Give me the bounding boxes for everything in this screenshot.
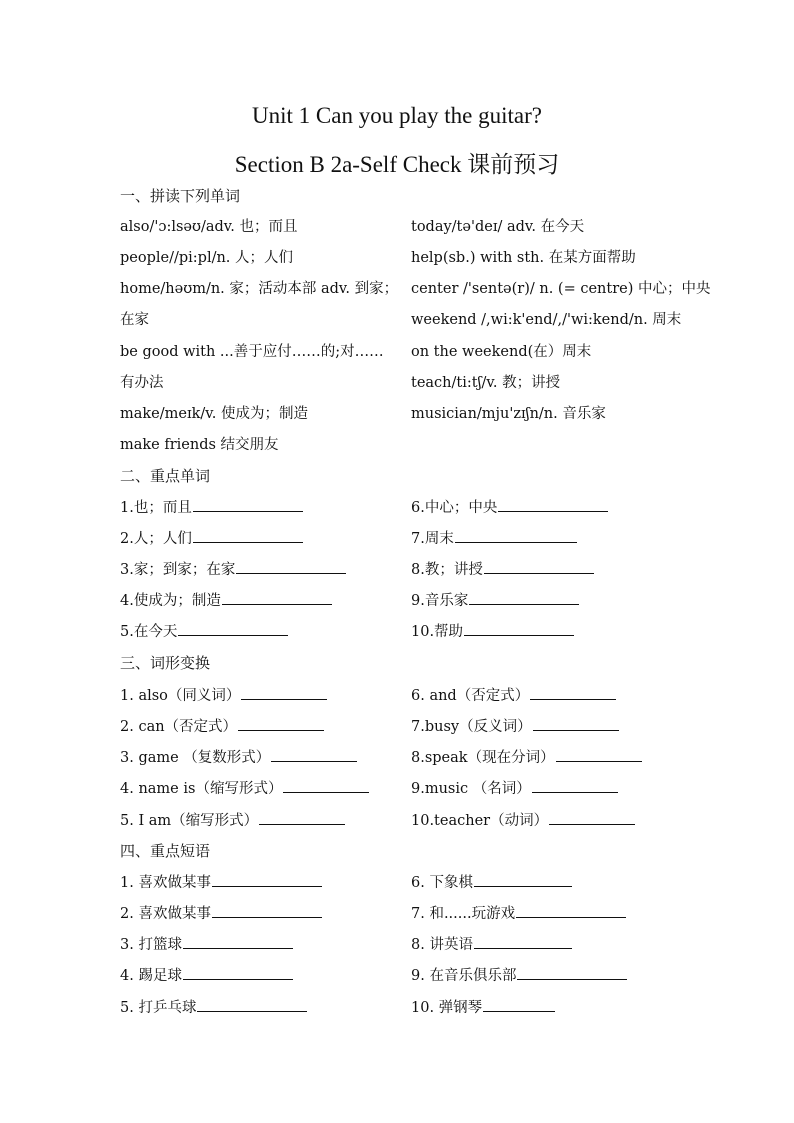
fill-in-item <box>120 903 322 924</box>
fill-in-item <box>411 903 626 924</box>
item-prompt: 2. can（否定式） <box>120 719 238 735</box>
answer-blank[interactable] <box>183 934 293 949</box>
fill-in-item <box>411 965 627 986</box>
fill-in-item <box>120 497 303 518</box>
vocab-item: today/tə'deɪ/ adv. 在今天 <box>411 219 585 235</box>
item-prompt: 5. I am（缩写形式） <box>120 813 259 829</box>
vocab-item: also/'ɔ:lsəʊ/adv. 也；而且 <box>120 219 298 235</box>
fill-in-item <box>411 716 619 737</box>
item-prompt: 3.家；到家；在家 <box>120 562 236 578</box>
item-prompt: 9. 在音乐俱乐部 <box>411 968 517 984</box>
vocab-item: home/həʊm/n. 家；活动本部 adv. 到家； <box>120 281 399 297</box>
section-heading-4: 四、重点短语 <box>120 842 211 860</box>
item-prompt: 10.teacher（动词） <box>411 813 549 829</box>
item-prompt: 5. 打乒乓球 <box>120 1000 197 1016</box>
vocab-item: teach/ti:tʃ/v. 教；讲授 <box>411 375 561 391</box>
answer-blank[interactable] <box>238 716 324 731</box>
vocab-item: help(sb.) with sth. 在某方面帮助 <box>411 250 636 266</box>
answer-blank[interactable] <box>259 810 345 825</box>
item-prompt: 1.也；而且 <box>120 500 192 516</box>
item-prompt: 7.busy（反义词） <box>411 719 532 735</box>
item-prompt: 6. and（否定式） <box>411 688 530 704</box>
item-prompt: 6.中心；中央 <box>411 500 498 516</box>
item-prompt: 7.周末 <box>411 531 454 547</box>
answer-blank[interactable] <box>469 590 579 605</box>
fill-in-item <box>120 778 369 799</box>
fill-in-item <box>120 716 324 737</box>
vocab-item: musician/mju'zɪʃn/n. 音乐家 <box>411 406 606 422</box>
answer-blank[interactable] <box>271 747 357 762</box>
answer-blank[interactable] <box>222 590 332 605</box>
fill-in-item <box>411 559 594 580</box>
item-prompt: 8.教；讲授 <box>411 562 483 578</box>
answer-blank[interactable] <box>530 685 616 700</box>
vocab-item: make friends 结交朋友 <box>120 437 279 453</box>
vocab-item: 在家 <box>120 312 149 328</box>
fill-in-item <box>411 934 572 955</box>
answer-blank[interactable] <box>532 778 618 793</box>
item-prompt: 2. 喜欢做某事 <box>120 906 211 922</box>
fill-in-item <box>411 810 635 831</box>
answer-blank[interactable] <box>193 497 303 512</box>
item-prompt: 4. name is（缩写形式） <box>120 781 283 797</box>
fill-in-item <box>411 872 572 893</box>
fill-in-item <box>120 559 346 580</box>
fill-in-item <box>411 590 579 611</box>
vocab-item: make/meɪk/v. 使成为；制造 <box>120 406 308 422</box>
answer-blank[interactable] <box>212 903 322 918</box>
answer-blank[interactable] <box>517 965 627 980</box>
item-prompt: 1. also（同义词） <box>120 688 241 704</box>
fill-in-item <box>120 590 332 611</box>
fill-in-item <box>411 528 577 549</box>
page-subtitle: Section B 2a-Self Check 课前预习 <box>234 152 560 177</box>
item-prompt: 3. 打篮球 <box>120 937 182 953</box>
item-prompt: 10. 弹钢琴 <box>411 1000 483 1016</box>
fill-in-item <box>120 872 322 893</box>
fill-in-item <box>120 685 327 706</box>
answer-blank[interactable] <box>178 621 288 636</box>
answer-blank[interactable] <box>549 810 635 825</box>
fill-in-item <box>120 747 357 768</box>
item-prompt: 4. 踢足球 <box>120 968 182 984</box>
item-prompt: 9.音乐家 <box>411 593 469 609</box>
fill-in-item <box>120 810 345 831</box>
answer-blank[interactable] <box>183 965 293 980</box>
item-prompt: 2.人；人们 <box>120 531 192 547</box>
answer-blank[interactable] <box>193 528 303 543</box>
fill-in-item <box>120 997 307 1018</box>
fill-in-item <box>411 747 642 768</box>
answer-blank[interactable] <box>474 934 572 949</box>
answer-blank[interactable] <box>484 559 594 574</box>
answer-blank[interactable] <box>197 997 307 1012</box>
item-prompt: 9.music （名词） <box>411 781 531 797</box>
item-prompt: 5.在今天 <box>120 624 178 640</box>
page-title: Unit 1 Can you play the guitar? <box>252 103 542 128</box>
section-heading-3: 三、词形变换 <box>120 654 211 672</box>
answer-blank[interactable] <box>474 872 572 887</box>
vocab-item: be good with ...善于应付……的;对…… <box>120 344 384 360</box>
fill-in-item <box>120 934 293 955</box>
item-prompt: 7. 和......玩游戏 <box>411 906 516 922</box>
section-heading-1: 一、拼读下列单词 <box>120 187 241 205</box>
vocab-item: weekend /,wi:k'end/,/'wi:kend/n. 周末 <box>411 312 682 328</box>
answer-blank[interactable] <box>212 872 322 887</box>
answer-blank[interactable] <box>498 497 608 512</box>
answer-blank[interactable] <box>516 903 626 918</box>
answer-blank[interactable] <box>533 716 619 731</box>
fill-in-item <box>411 685 616 706</box>
fill-in-item <box>411 497 608 518</box>
fill-in-item <box>411 621 574 642</box>
item-prompt: 10.帮助 <box>411 624 464 640</box>
fill-in-item <box>411 997 555 1018</box>
answer-blank[interactable] <box>464 621 574 636</box>
fill-in-item <box>120 621 288 642</box>
vocab-item: 有办法 <box>120 375 164 391</box>
vocab-item: people//pi:pl/n. 人；人们 <box>120 250 294 266</box>
fill-in-item <box>120 965 293 986</box>
item-prompt: 3. game （复数形式） <box>120 750 271 766</box>
section-heading-2: 二、重点单词 <box>120 467 211 485</box>
item-prompt: 8.speak（现在分词） <box>411 750 555 766</box>
answer-blank[interactable] <box>241 685 327 700</box>
fill-in-item <box>120 528 303 549</box>
item-prompt: 4.使成为；制造 <box>120 593 221 609</box>
answer-blank[interactable] <box>483 997 555 1012</box>
answer-blank[interactable] <box>455 528 577 543</box>
item-prompt: 1. 喜欢做某事 <box>120 875 211 891</box>
fill-in-item <box>411 778 618 799</box>
item-prompt: 6. 下象棋 <box>411 875 473 891</box>
vocab-item: center /'sentə(r)/ n. (= centre) 中心；中央 <box>411 281 711 297</box>
item-prompt: 8. 讲英语 <box>411 937 473 953</box>
vocab-item: on the weekend(在）周末 <box>411 344 592 360</box>
answer-blank[interactable] <box>283 778 369 793</box>
answer-blank[interactable] <box>556 747 642 762</box>
answer-blank[interactable] <box>236 559 346 574</box>
